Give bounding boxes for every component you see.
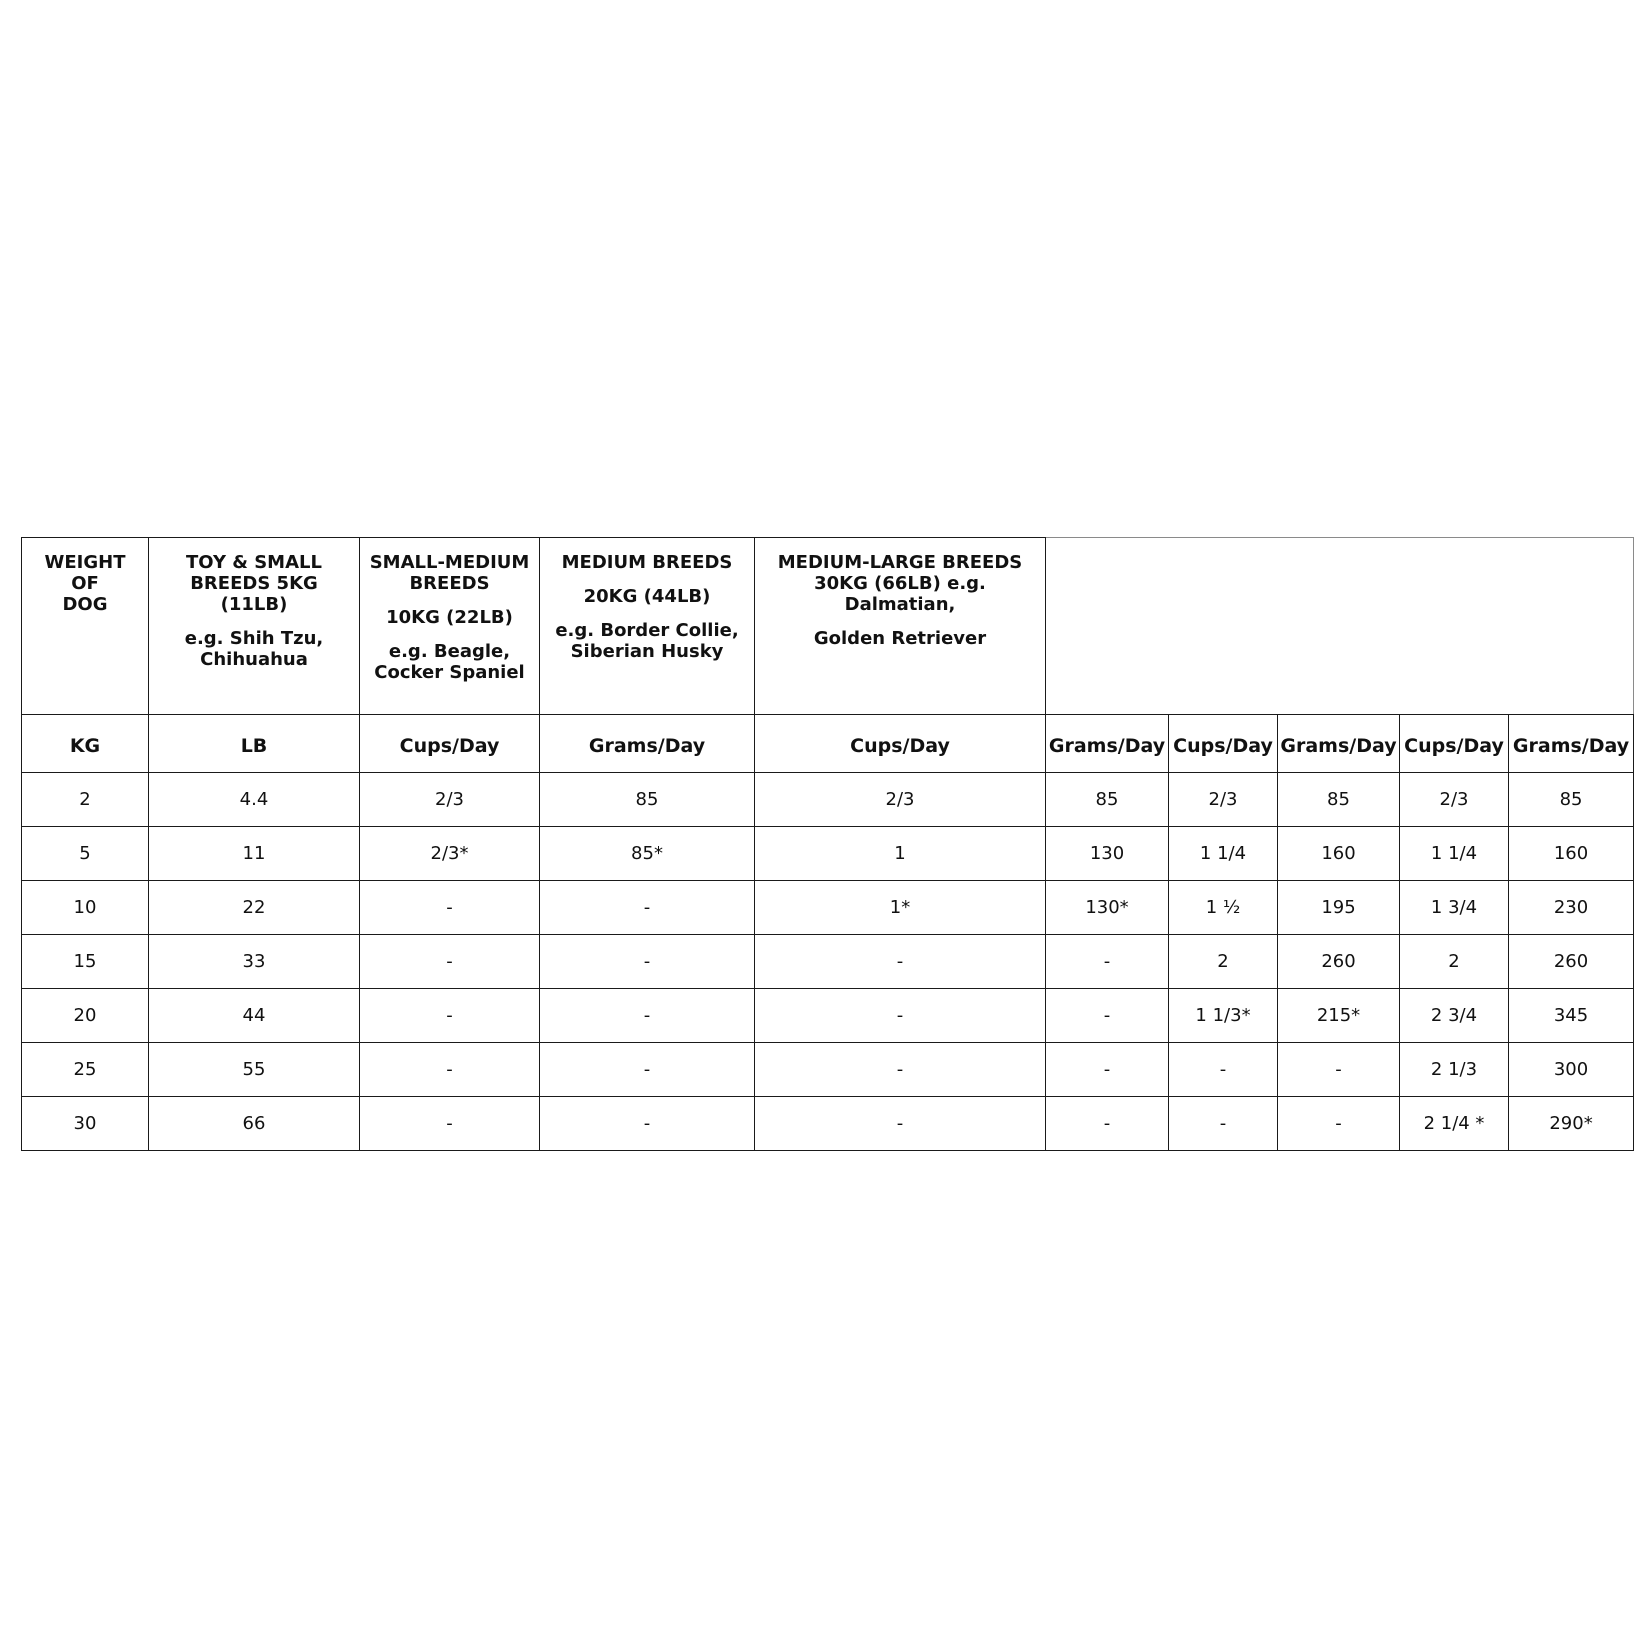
table-cell: 2/3: [1169, 773, 1278, 827]
table-cell: 1 1/4: [1400, 827, 1509, 881]
table-cell: -: [1169, 1043, 1278, 1097]
table-cell: 85: [1509, 773, 1634, 827]
table-cell: 25: [22, 1043, 149, 1097]
table-cell: 2/3: [1400, 773, 1509, 827]
table-cell: 345: [1509, 989, 1634, 1043]
table-cell: 1*: [755, 881, 1046, 935]
table-cell: 2/3*: [360, 827, 540, 881]
table-cell: 10: [22, 881, 149, 935]
header-weight-of-dog: [22, 538, 149, 715]
column-header: Cups/Day: [1169, 715, 1278, 773]
column-header: LB: [149, 715, 360, 773]
header-blank-area: [1046, 538, 1634, 715]
table-cell: 55: [149, 1043, 360, 1097]
table-cell: 130: [1046, 827, 1169, 881]
table-cell: 11: [149, 827, 360, 881]
header-line: Chihuahua: [200, 649, 308, 670]
group-header-row: [22, 538, 1634, 715]
table-cell: 160: [1278, 827, 1400, 881]
table-cell: 2: [22, 773, 149, 827]
column-header: Grams/Day: [540, 715, 755, 773]
table-row: [22, 827, 1634, 881]
column-header: Cups/Day: [1400, 715, 1509, 773]
header-toy-small-breeds: [149, 538, 360, 715]
table-cell: 2: [1169, 935, 1278, 989]
table-cell: 260: [1509, 935, 1634, 989]
table-cell: 1 3/4: [1400, 881, 1509, 935]
column-header: KG: [22, 715, 149, 773]
table-cell: 2 3/4: [1400, 989, 1509, 1043]
table-cell: -: [360, 935, 540, 989]
table-cell: 195: [1278, 881, 1400, 935]
table-cell: -: [1169, 1097, 1278, 1151]
column-header: Grams/Day: [1046, 715, 1169, 773]
table-row: [22, 1097, 1634, 1151]
table-cell: -: [755, 1043, 1046, 1097]
header-line: 10KG (22LB): [386, 607, 513, 628]
table-cell: 33: [149, 935, 360, 989]
header-line: BREEDS: [409, 573, 490, 594]
column-header: Cups/Day: [360, 715, 540, 773]
table-cell: 2 1/3: [1400, 1043, 1509, 1097]
header-line: 20KG (44LB): [583, 586, 711, 607]
table-cell: 85*: [540, 827, 755, 881]
sub-header-row: [22, 715, 1634, 773]
table-cell: 260: [1278, 935, 1400, 989]
header-line: MEDIUM-LARGE BREEDS: [777, 552, 1023, 573]
table-row: [22, 881, 1634, 935]
table-cell: -: [1046, 1097, 1169, 1151]
table-cell: 85: [1278, 773, 1400, 827]
table-cell: 30: [22, 1097, 149, 1151]
table-cell: 2: [1400, 935, 1509, 989]
table-cell: -: [360, 881, 540, 935]
table-cell: -: [360, 1043, 540, 1097]
header-line: WEIGHT OF: [44, 552, 126, 594]
header-line: DOG: [62, 594, 108, 615]
table-cell: 290*: [1509, 1097, 1634, 1151]
header-line: e.g. Beagle,: [388, 641, 511, 662]
header-line: TOY & SMALL: [186, 552, 322, 573]
table-cell: 5: [22, 827, 149, 881]
table-cell: -: [1278, 1043, 1400, 1097]
table-cell: -: [755, 935, 1046, 989]
header-line: MEDIUM BREEDS: [561, 552, 733, 573]
header-line: Siberian Husky: [570, 641, 724, 662]
table-cell: 130*: [1046, 881, 1169, 935]
table-cell: 2/3: [755, 773, 1046, 827]
table-cell: 1: [755, 827, 1046, 881]
table-cell: 66: [149, 1097, 360, 1151]
table-row: [22, 989, 1634, 1043]
table-cell: -: [540, 935, 755, 989]
table-cell: 230: [1509, 881, 1634, 935]
table-cell: 1 ½: [1169, 881, 1278, 935]
header-line: SMALL-MEDIUM: [369, 552, 530, 573]
table-cell: 20: [22, 989, 149, 1043]
table-cell: 160: [1509, 827, 1634, 881]
table-cell: 44: [149, 989, 360, 1043]
feeding-guide-table: [21, 537, 1634, 1151]
table-row: [22, 773, 1634, 827]
header-line: e.g. Border Collie,: [555, 620, 739, 641]
table-cell: -: [540, 989, 755, 1043]
table-row: [22, 935, 1634, 989]
header-line: e.g. Shih Tzu,: [184, 628, 324, 649]
table-cell: -: [1046, 1043, 1169, 1097]
table-cell: -: [360, 1097, 540, 1151]
table-cell: 85: [540, 773, 755, 827]
table-body: [22, 773, 1634, 1151]
table-cell: 15: [22, 935, 149, 989]
table-cell: -: [1046, 935, 1169, 989]
header-small-medium-breeds: [360, 538, 540, 715]
table-cell: 1 1/3*: [1169, 989, 1278, 1043]
header-line: BREEDS 5KG (11LB): [190, 573, 318, 615]
table-cell: -: [360, 989, 540, 1043]
table-row: [22, 1043, 1634, 1097]
column-header: Grams/Day: [1509, 715, 1634, 773]
table-cell: 2 1/4 *: [1400, 1097, 1509, 1151]
header-line: Golden Retriever: [813, 628, 987, 649]
table-cell: 215*: [1278, 989, 1400, 1043]
table-cell: -: [755, 1097, 1046, 1151]
header-line: 30KG (66LB) e.g. Dalmatian,: [814, 573, 986, 615]
table-cell: -: [1046, 989, 1169, 1043]
table-cell: 300: [1509, 1043, 1634, 1097]
table-cell: 22: [149, 881, 360, 935]
table-cell: 4.4: [149, 773, 360, 827]
column-header: Grams/Day: [1278, 715, 1400, 773]
header-medium-large-breeds: [755, 538, 1046, 715]
table-cell: -: [540, 1043, 755, 1097]
table-cell: 1 1/4: [1169, 827, 1278, 881]
column-header: Cups/Day: [755, 715, 1046, 773]
table-cell: -: [540, 1097, 755, 1151]
table-cell: 85: [1046, 773, 1169, 827]
table-cell: -: [540, 881, 755, 935]
header-line: Cocker Spaniel: [374, 662, 525, 683]
table-cell: 2/3: [360, 773, 540, 827]
table-cell: -: [755, 989, 1046, 1043]
header-medium-breeds: [540, 538, 755, 715]
table-cell: -: [1278, 1097, 1400, 1151]
